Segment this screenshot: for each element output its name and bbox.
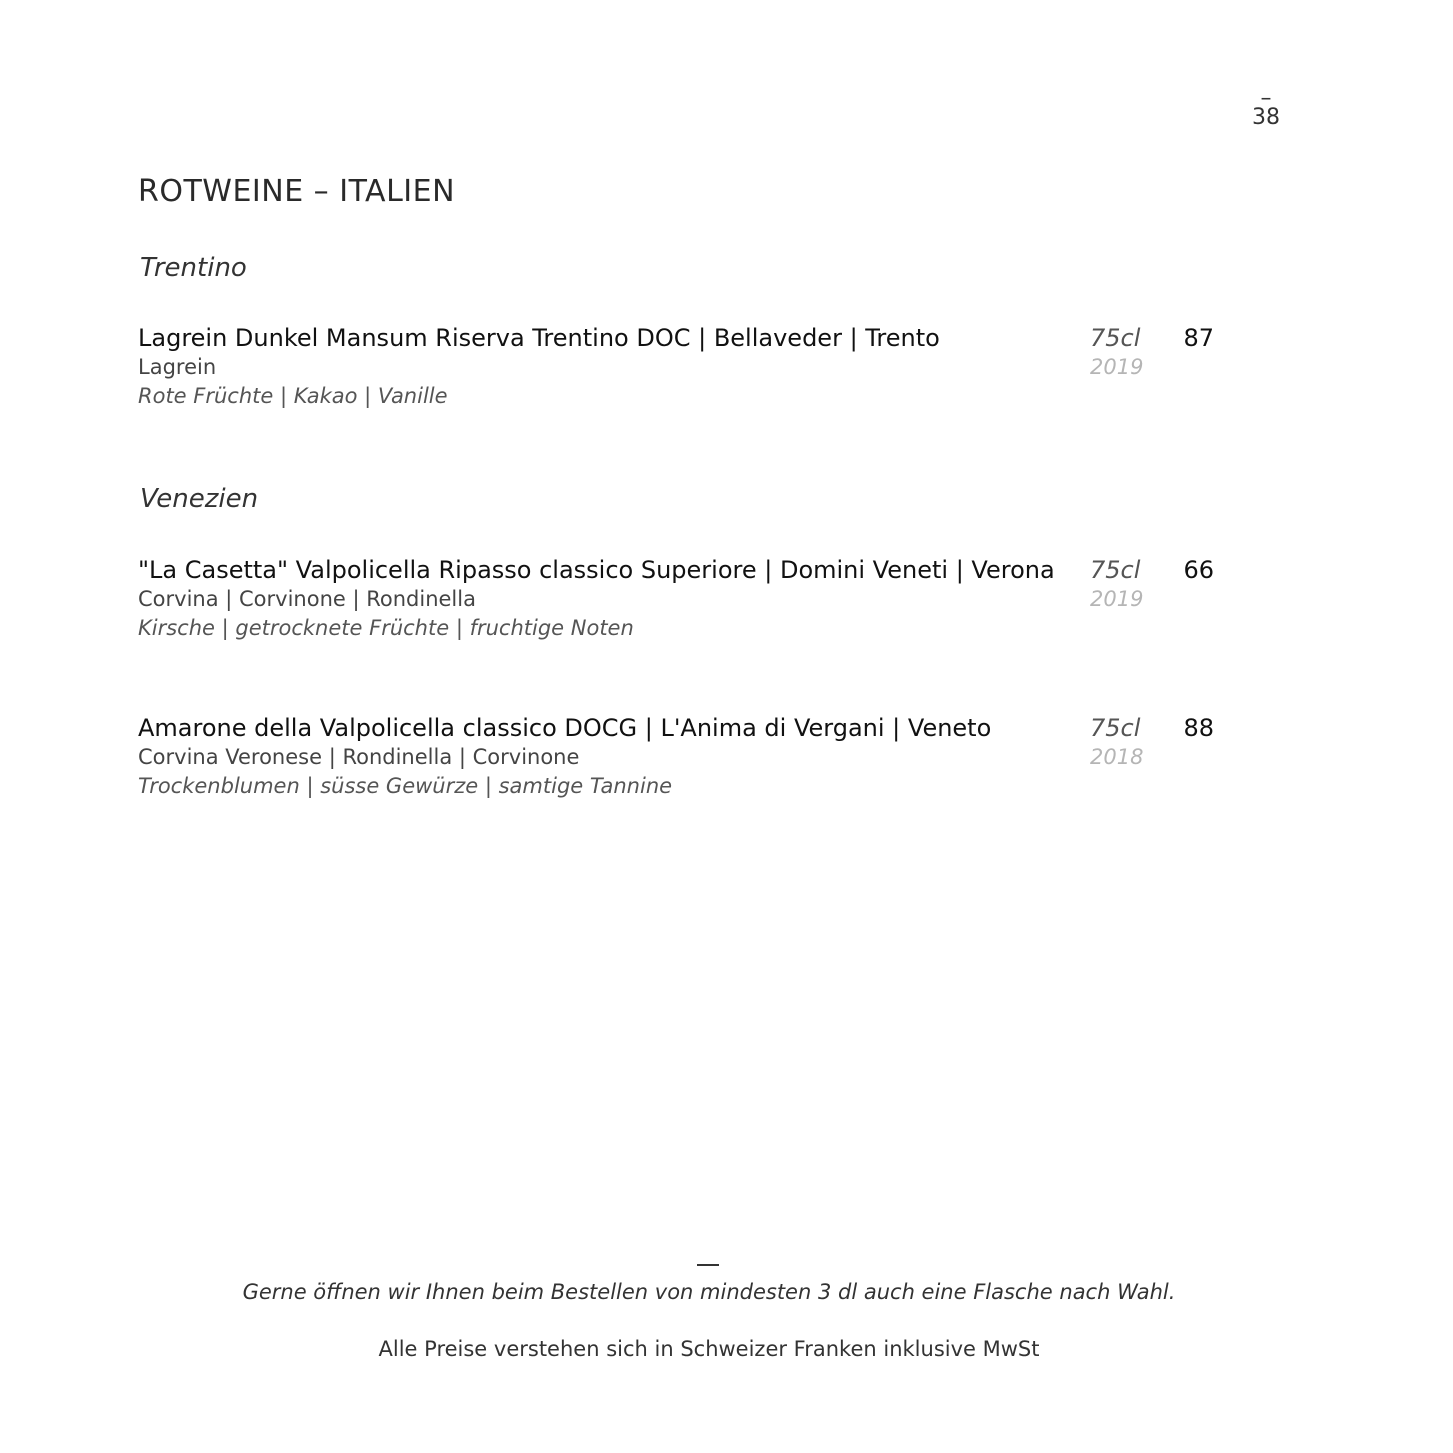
wine-grapes: Corvina | Corvinone | Rondinella [138,587,476,611]
wine-entry [138,555,1238,645]
wine-tasting-notes: Rote Früchte | Kakao | Vanille [138,384,448,408]
page-number [1240,86,1292,130]
wine-price: 66 [1183,556,1214,584]
footer-note: Gerne öffnen wir Ihnen beim Bestellen von mindesten 3 dl auch eine Flasche nach Wahl. [242,1280,1176,1304]
wine-vintage: 2019 [1090,587,1144,611]
footer-price-info: Alle Preise verstehen sich in Schweizer Franken inklusive MwSt [378,1337,1040,1361]
wine-grapes: Lagrein [138,355,217,379]
wine-price: 88 [1183,714,1214,742]
page-number-value: 38 [1252,105,1280,130]
region-heading-venezien: Venezien [140,484,259,514]
wine-name: "La Casetta" Valpolicella Ripasso classico Superiore | Domini Veneti | Verona [138,556,1055,584]
page-number-dash: – [1260,86,1272,111]
wine-vintage: 2019 [1090,355,1144,379]
region-heading-trentino: Trentino [140,253,247,283]
wine-volume: 75cl [1090,324,1141,352]
wine-tasting-notes: Kirsche | getrocknete Früchte | fruchtige Noten [138,616,634,640]
wine-vintage: 2018 [1090,745,1144,769]
wine-name: Lagrein Dunkel Mansum Riserva Trentino DOC | Bellaveder | Trento [138,324,940,352]
wine-volume: 75cl [1090,556,1141,584]
wine-grapes: Corvina Veronese | Rondinella | Corvinone [138,745,580,769]
footer-divider [697,1264,719,1266]
wine-name: Amarone della Valpolicella classico DOCG | L'Anima di Vergani | Veneto [138,714,992,742]
wine-tasting-notes: Trockenblumen | süsse Gewürze | samtige Tannine [138,774,673,798]
wine-volume: 75cl [1090,714,1141,742]
page-title: ROTWEINE – ITALIEN [138,174,456,209]
wine-price: 87 [1183,324,1214,352]
wine-entry [138,713,1238,803]
wine-entry [138,323,1238,413]
